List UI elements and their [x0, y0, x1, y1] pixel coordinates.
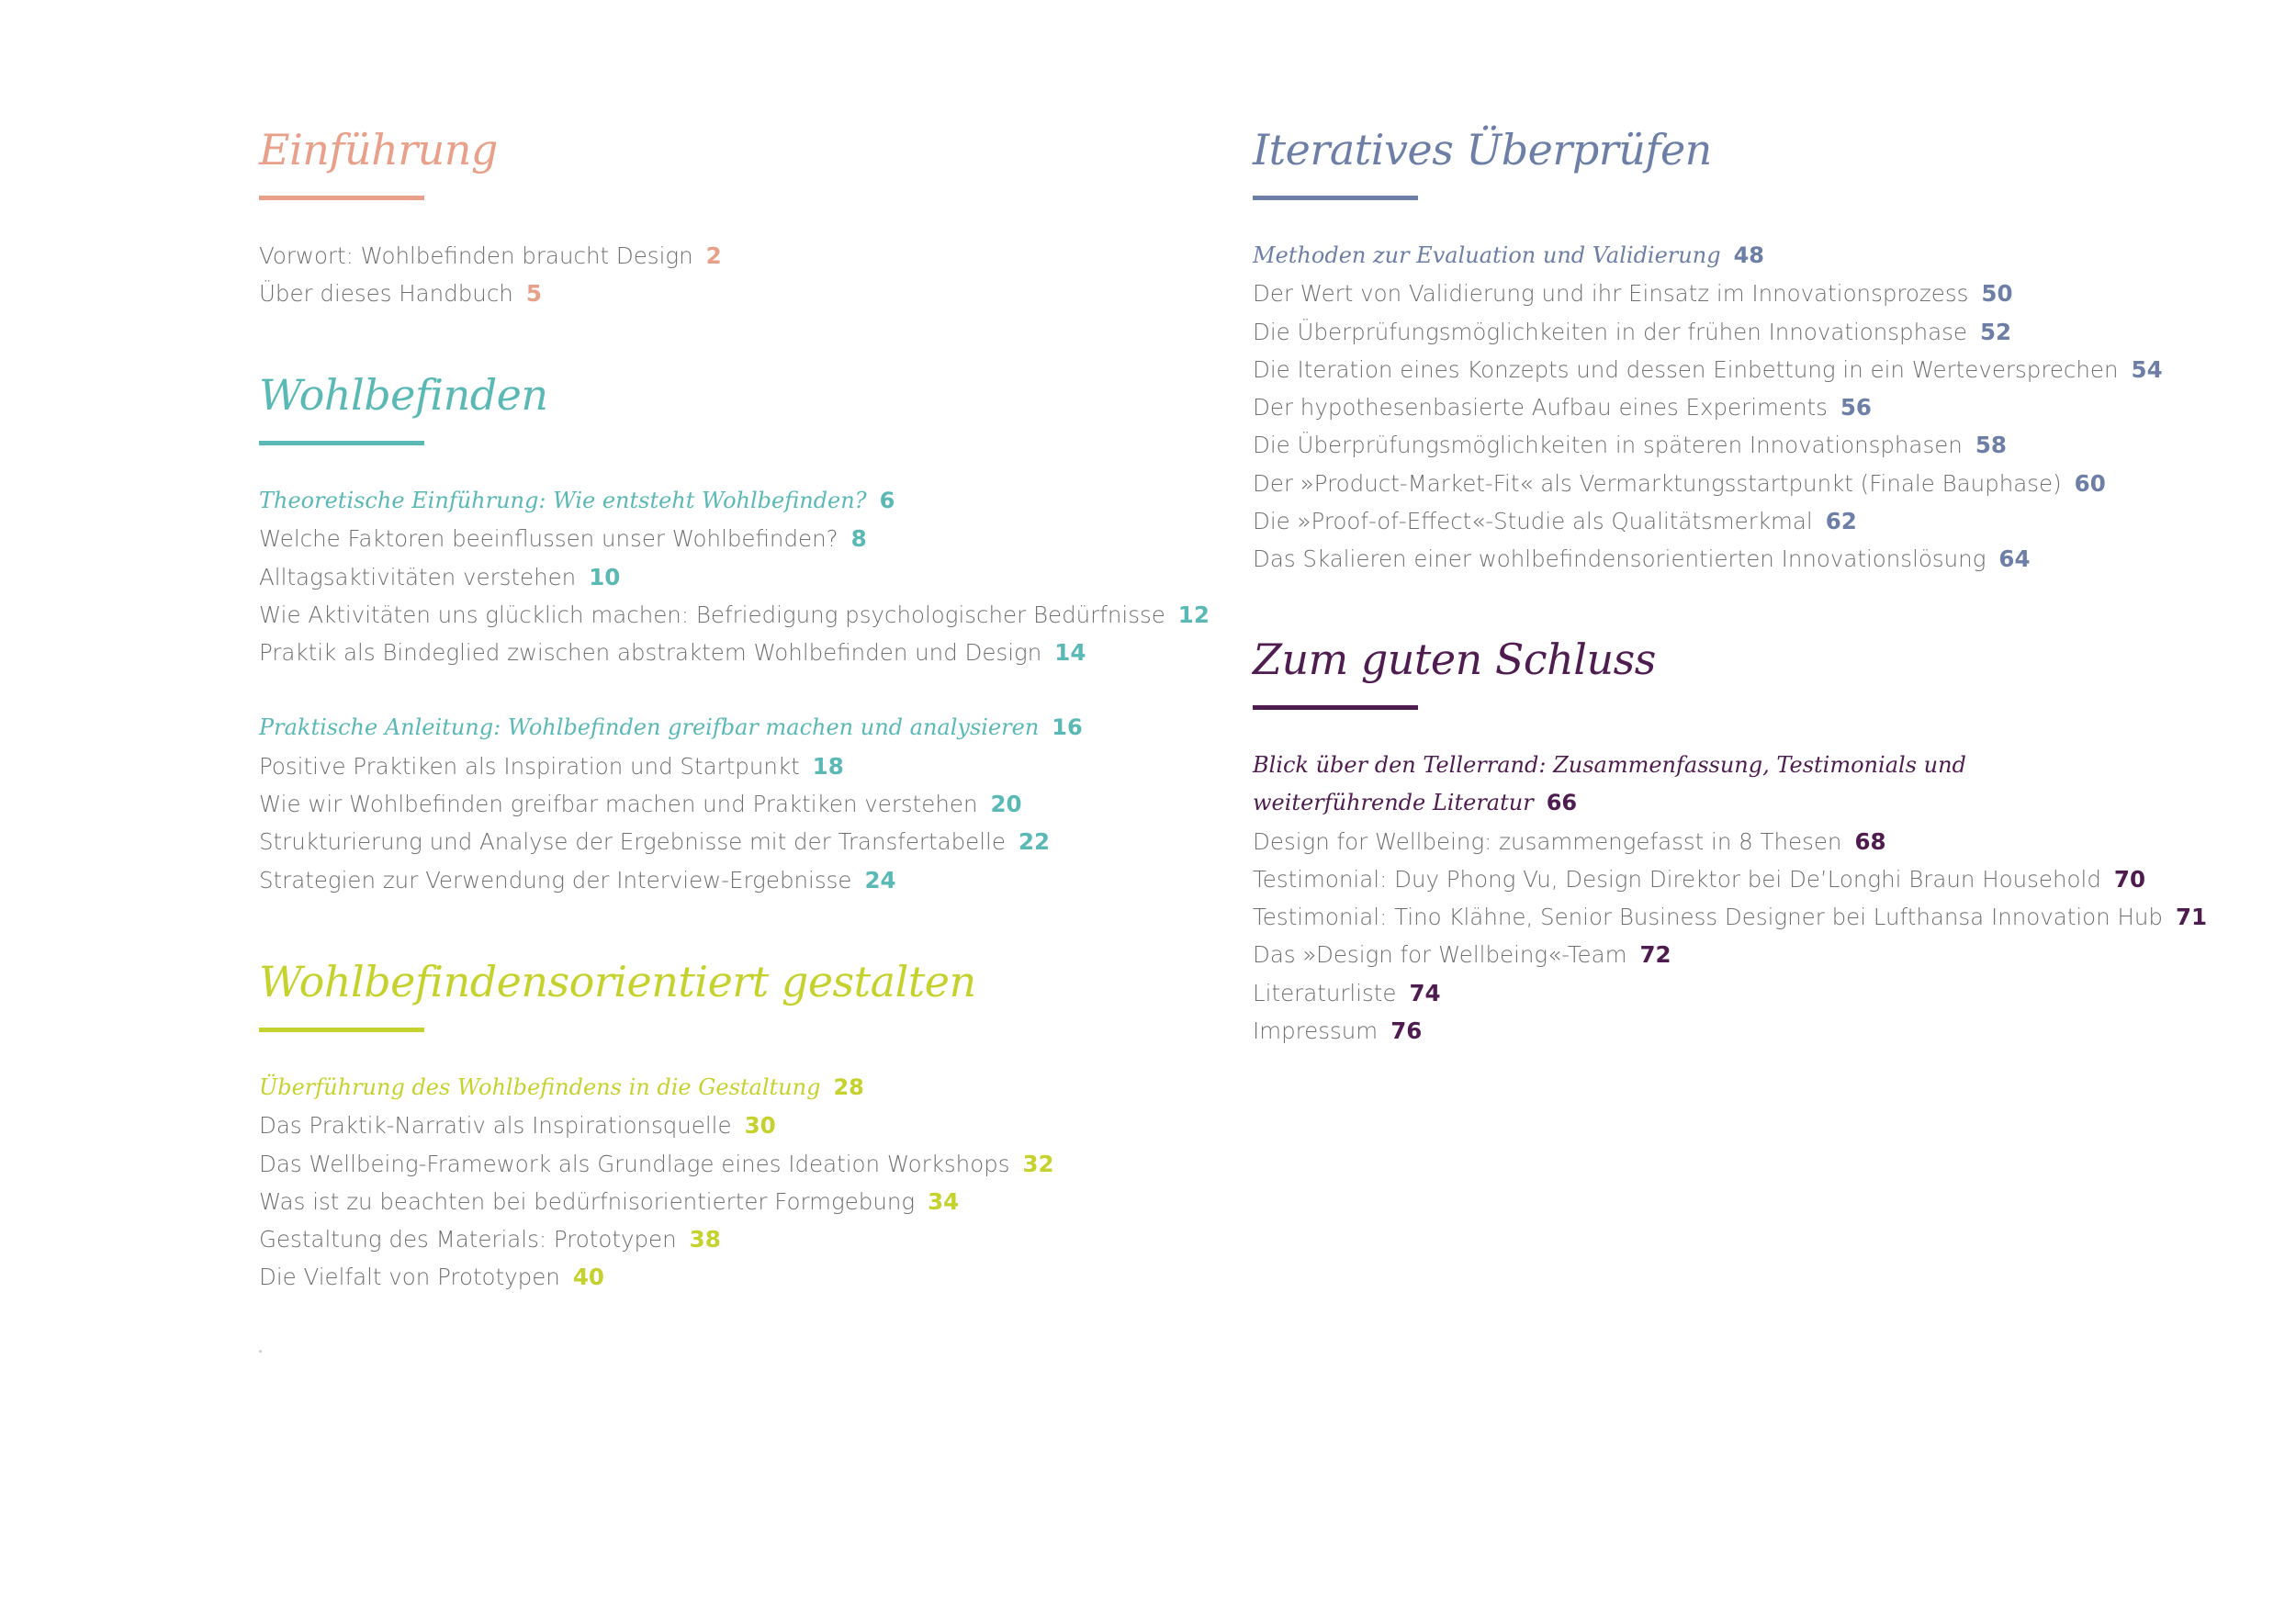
page-number: 32	[1022, 1150, 1054, 1177]
page-number: 54	[2131, 355, 2163, 383]
entry-title: Strategien zur Verwendung der Interview-Ergebnisse	[259, 866, 852, 893]
entry-list	[1253, 237, 2263, 579]
page-number: 71	[2175, 904, 2208, 931]
section-title-einfuehrung: Einführung	[259, 125, 498, 174]
entry-title: Vorwort: Wohlbefinden braucht Design	[259, 242, 693, 269]
entry-list	[259, 482, 1210, 899]
toc-entry[interactable]	[1253, 898, 2263, 936]
page-number: 10	[589, 563, 621, 590]
toc-entry-lead[interactable]	[1253, 784, 2263, 822]
toc-entry[interactable]	[259, 1183, 1177, 1220]
page-number: 64	[1998, 545, 2031, 573]
page-number: 40	[572, 1264, 604, 1291]
toc-entry[interactable]	[259, 823, 1177, 860]
page-number: 56	[1840, 394, 1872, 421]
toc-entry[interactable]	[259, 520, 1177, 557]
toc-entry-lead[interactable]	[259, 1069, 1177, 1107]
toc-entry[interactable]	[259, 237, 1177, 275]
toc-entry-lead[interactable]	[259, 482, 1177, 520]
toc-entry[interactable]	[259, 1220, 1177, 1258]
entry-title-line1: Blick über den Tellerrand: Zusammenfassung, Testimonials und	[1253, 752, 1966, 778]
page-number: 20	[990, 791, 1022, 818]
section-einfuehrung	[259, 124, 1177, 313]
entry-title: Alltagsaktivitäten verstehen	[259, 563, 577, 590]
section-gestalten	[259, 956, 1177, 1297]
page-number: 72	[1639, 941, 1671, 969]
toc-entry[interactable]	[259, 1145, 1177, 1183]
toc-entry[interactable]	[259, 1107, 1177, 1144]
section-title-schluss: Zum guten Schluss	[1253, 635, 1656, 684]
entry-list	[1253, 747, 2263, 1050]
entry-title: Testimonial: Duy Phong Vu, Design Direktor bei De’Longhi Braun Household	[1253, 865, 2101, 893]
toc-entry[interactable]	[1253, 1012, 2263, 1050]
page-number: 2	[705, 242, 722, 269]
entry-title: Positive Praktiken als Inspiration und Startpunkt	[259, 752, 800, 780]
entry-title: Was ist zu beachten bei bedürfnisorientierter Formgebung	[259, 1187, 916, 1215]
entry-title: Praktische Anleitung: Wohlbefinden greifbar machen und analysieren	[259, 714, 1040, 741]
entry-title: Überführung des Wohlbefindens in die Gestaltung	[259, 1074, 821, 1100]
entry-title: Wie wir Wohlbefinden greifbar machen und Praktiken verstehen	[259, 791, 978, 818]
page-number: 6	[879, 488, 895, 513]
page-number: 16	[1052, 714, 1083, 741]
page-number: 22	[1018, 828, 1051, 856]
entry-title: Der hypothesenbasierte Aufbau eines Experiments	[1253, 394, 1828, 421]
page-number: 70	[2113, 865, 2145, 893]
page-number: 14	[1054, 639, 1086, 667]
entry-title: Theoretische Einführung: Wie entsteht Wohlbefinden?	[259, 488, 867, 513]
page-number: 74	[1409, 979, 1441, 1006]
toc-entry-lead[interactable]	[259, 709, 1177, 747]
section-title-iterativ: Iteratives Überprüfen	[1253, 125, 1712, 174]
page-number: 60	[2074, 469, 2106, 497]
page-number: 48	[1733, 242, 1764, 268]
toc-entry[interactable]	[259, 275, 1177, 312]
page-number: 8	[850, 525, 867, 553]
entry-title: Impressum	[1253, 1017, 1379, 1045]
page-number: 76	[1390, 1017, 1423, 1045]
entry-title: Design for Wellbeing: zusammengefasst in 8 Thesen	[1253, 827, 1842, 855]
entry-title: Das Skalieren einer wohlbefindensorientierten Innovationslösung	[1253, 545, 1986, 573]
entry-list	[259, 1069, 1177, 1297]
toc-entry[interactable]	[1253, 465, 2263, 502]
toc-entry[interactable]	[1253, 275, 2263, 312]
toc-entry[interactable]	[1253, 860, 2263, 898]
section-rule	[1253, 196, 1418, 200]
toc-entry[interactable]	[1253, 823, 2263, 860]
toc-entry[interactable]	[1253, 313, 2263, 351]
section-title-wohlbefinden: Wohlbefinden	[259, 370, 548, 420]
toc-entry[interactable]	[259, 747, 1177, 785]
page-number: 58	[1975, 432, 2007, 459]
page-number: 5	[525, 280, 542, 308]
page-number: 62	[1825, 508, 1857, 535]
toc-entry-lead[interactable]	[1253, 747, 2263, 784]
page-number: 68	[1854, 827, 1886, 855]
toc-entry[interactable]	[259, 785, 1177, 823]
entry-title: Methoden zur Evaluation und Validierung	[1253, 242, 1721, 268]
entry-title: Die Vielfalt von Prototypen	[259, 1264, 560, 1291]
toc-entry[interactable]	[1253, 540, 2263, 578]
toc-entry[interactable]	[1253, 936, 2263, 973]
section-rule	[259, 196, 424, 200]
page-number: 30	[744, 1112, 776, 1140]
page-number: 66	[1546, 790, 1578, 816]
page-number: 52	[1979, 318, 2012, 345]
section-schluss	[1253, 634, 2263, 1050]
entry-title: Die »Proof-of-Effect«-Studie als Qualitätsmerkmal	[1253, 508, 1813, 535]
entry-title: Die Iteration eines Konzepts und dessen Einbettung in ein Werteversprechen	[1253, 355, 2119, 383]
entry-title: Über dieses Handbuch	[259, 280, 513, 308]
page-number: 12	[1177, 601, 1210, 628]
page-number: 24	[864, 866, 896, 893]
entry-title: Praktik als Bindeglied zwischen abstraktem Wohlbefinden und Design	[259, 639, 1042, 667]
entry-title: Strukturierung und Analyse der Ergebnisse mit der Transfertabelle	[259, 828, 1006, 856]
page-number: 38	[689, 1226, 721, 1253]
entry-title: Die Überprüfungsmöglichkeiten in späteren Innovationsphasen	[1253, 432, 1963, 459]
toc-entry-lead[interactable]	[1253, 237, 2263, 275]
section-rule	[1253, 705, 1418, 710]
toc-entry[interactable]	[1253, 351, 2263, 388]
page-number: 34	[928, 1187, 960, 1215]
toc-entry[interactable]	[259, 1258, 1177, 1296]
toc-entry[interactable]	[1253, 426, 2263, 464]
entry-title-line2: weiterführende Literatur	[1253, 790, 1534, 816]
entry-title: Das Praktik-Narrativ als Inspirationsquelle	[259, 1112, 732, 1140]
section-rule	[259, 441, 424, 445]
entry-title: Gestaltung des Materials: Prototypen	[259, 1226, 677, 1253]
toc-entry[interactable]	[1253, 502, 2263, 540]
page-number: 50	[1981, 280, 2013, 308]
entry-title: Der Wert von Validierung und ihr Einsatz im Innovationsprozess	[1253, 280, 1969, 308]
entry-title: Welche Faktoren beeinflussen unser Wohlbefinden?	[259, 525, 838, 553]
toc-entry[interactable]	[259, 861, 1177, 899]
toc-entry[interactable]	[259, 596, 1210, 634]
page-dot	[259, 1350, 262, 1353]
section-wohlbefinden	[259, 369, 1210, 899]
entry-title: Literaturliste	[1253, 979, 1397, 1006]
toc-entry[interactable]	[1253, 974, 2263, 1012]
toc-entry[interactable]	[259, 634, 1177, 671]
entry-list	[259, 237, 1177, 313]
toc-entry[interactable]	[259, 558, 1177, 596]
entry-title: Wie Aktivitäten uns glücklich machen: Befriedigung psychologischer Bedürfnisse	[259, 601, 1165, 628]
entry-title: Das Wellbeing-Framework als Grundlage eines Ideation Workshops	[259, 1150, 1010, 1177]
entry-title: Der »Product-Market-Fit« als Vermarktungsstartpunkt (Finale Bauphase)	[1253, 469, 2062, 497]
page-number: 18	[812, 752, 844, 780]
section-title-gestalten: Wohlbefindensorientiert gestalten	[259, 957, 976, 1006]
section-rule	[259, 1028, 424, 1032]
section-iterativ	[1253, 124, 2263, 579]
entry-title: Testimonial: Tino Klähne, Senior Business Designer bei Lufthansa Innovation Hub	[1253, 904, 2163, 931]
page-number: 28	[833, 1074, 864, 1100]
entry-title: Das »Design for Wellbeing«-Team	[1253, 941, 1627, 969]
toc-entry[interactable]	[1253, 388, 2263, 426]
entry-title: Die Überprüfungsmöglichkeiten in der frühen Innovationsphase	[1253, 318, 1967, 345]
